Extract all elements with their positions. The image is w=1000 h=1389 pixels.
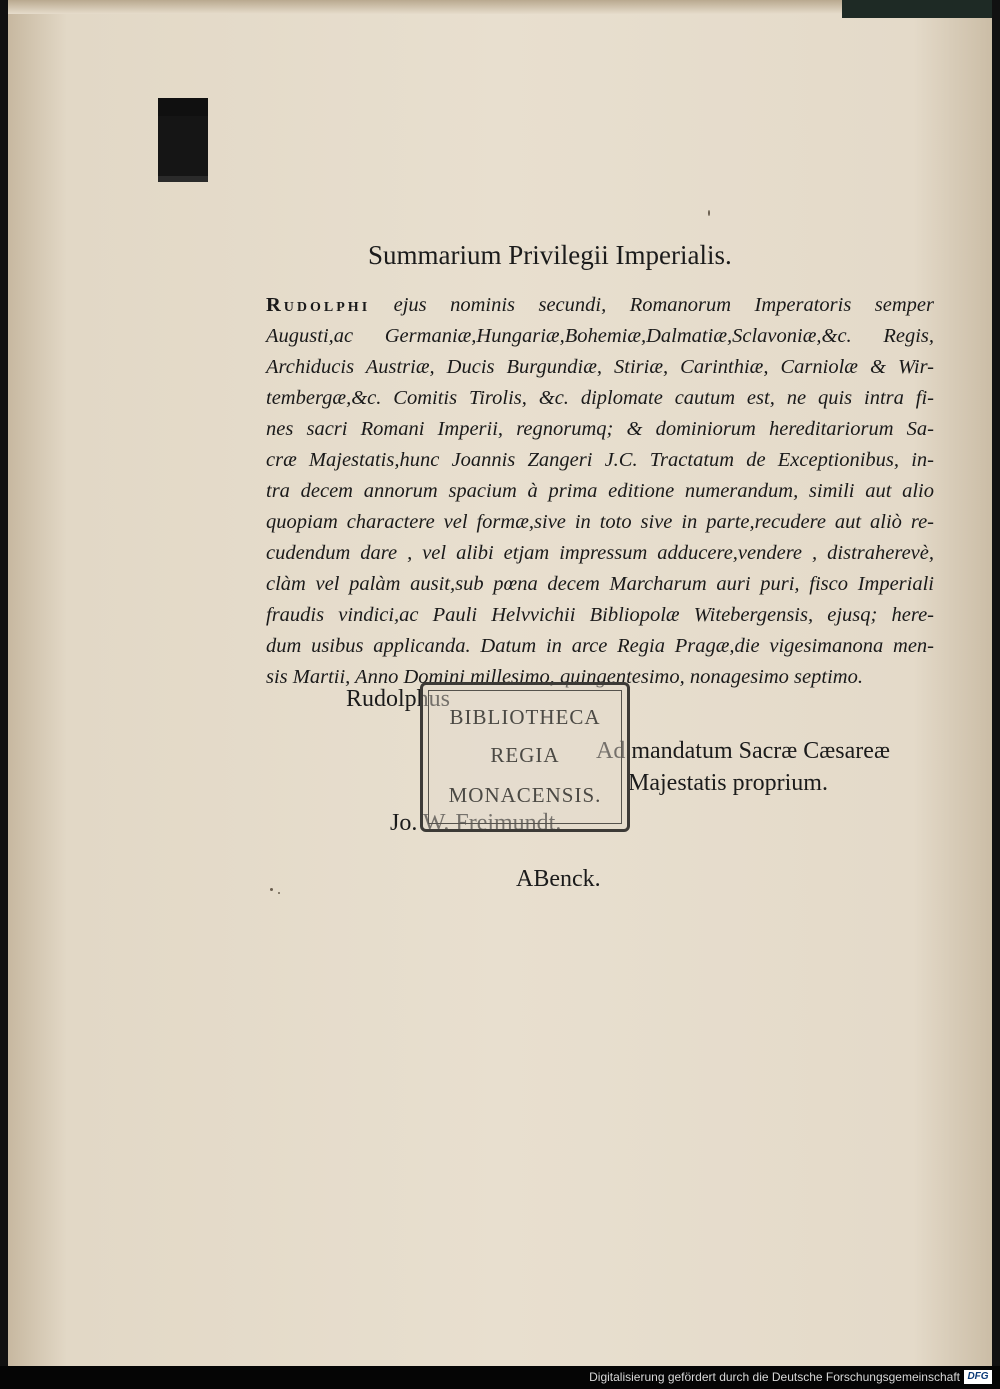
scanned-page bbox=[8, 0, 992, 1366]
text-line-11: fraudis vindici,ac Pauli Helvvichii Bibliopolæ Witebergensis, ejusq; here- bbox=[266, 604, 934, 626]
text-line-4: tembergæ,&c. Comitis Tirolis, &c. diplomate cautum est, ne quis intra fi- bbox=[266, 387, 934, 409]
text-line-7: tra decem annorum spacium à prima editione numerandum, simili aut alio bbox=[266, 480, 934, 502]
stamp-line-2: REGIA bbox=[490, 743, 560, 767]
text-line-10: clàm vel palàm ausit,sub pœna decem Marcharum auri puri, fisco Imperiali bbox=[266, 573, 934, 595]
paper-speck bbox=[708, 210, 710, 216]
stamp-line-1: BIBLIOTHECA bbox=[449, 705, 601, 729]
signature-freimundt: Jo. W. Freimundt. bbox=[390, 810, 562, 836]
paper-speck bbox=[270, 888, 273, 891]
privilege-text bbox=[266, 290, 934, 693]
signature-rudolphus: Rudolphus bbox=[346, 686, 451, 712]
document-title: Summarium Privilegii Imperialis. bbox=[368, 240, 732, 270]
scan-background-corner bbox=[842, 0, 992, 18]
text-line-8: quopiam charactere vel formæ,sive in toto sive in parte,recudere aut aliò re- bbox=[266, 511, 934, 533]
text-line-2: Augusti,ac Germaniæ,Hungariæ,Bohemiæ,Dalmatiæ,Sclavoniæ,&c. Regis, bbox=[266, 325, 934, 347]
black-marker-block bbox=[158, 98, 208, 182]
text-line-1 bbox=[266, 290, 934, 321]
funding-credit: Digitalisierung gefördert durch die Deutsche Forschungsgemeinschaft bbox=[589, 1370, 960, 1384]
digitization-footer bbox=[0, 1366, 1000, 1389]
signature-benck: ABenck. bbox=[516, 866, 601, 892]
text-line-9: cudendum dare , vel alibi etjam impressum adducere,vendere , distraherevè, bbox=[266, 542, 934, 564]
text-line-12: dum usibus applicanda. Datum in arce Regia Pragæ,die vigesimanona men- bbox=[266, 635, 934, 657]
line-1-text: ejus nominis secundi, Romanorum Imperatoris semper bbox=[370, 294, 934, 316]
paper-speck bbox=[278, 892, 280, 894]
lead-word: Rudolphi bbox=[266, 294, 371, 316]
text-line-5: nes sacri Romani Imperii, regnorumq; & dominiorum hereditariorum Sa- bbox=[266, 418, 934, 440]
mandate-line-2: Majestatis proprium. bbox=[628, 770, 828, 796]
dfg-logo-icon: DFG bbox=[964, 1370, 992, 1384]
text-line-13: sis Martii, Anno Domini millesimo, quingentesimo, nonagesimo septimo. bbox=[266, 666, 863, 688]
text-line-6: cræ Majestatis,hunc Joannis Zangeri J.C. Tractatum de Exceptionibus, in- bbox=[266, 449, 934, 471]
stamp-line-3: MONACENSIS. bbox=[448, 783, 602, 807]
mandate-line-1: Ad mandatum Sacræ Cæsareæ bbox=[596, 738, 890, 764]
text-line-3: Archiducis Austriæ, Ducis Burgundiæ, Stiriæ, Carinthiæ, Carniolæ & Wir- bbox=[266, 356, 934, 378]
library-stamp bbox=[420, 682, 630, 832]
